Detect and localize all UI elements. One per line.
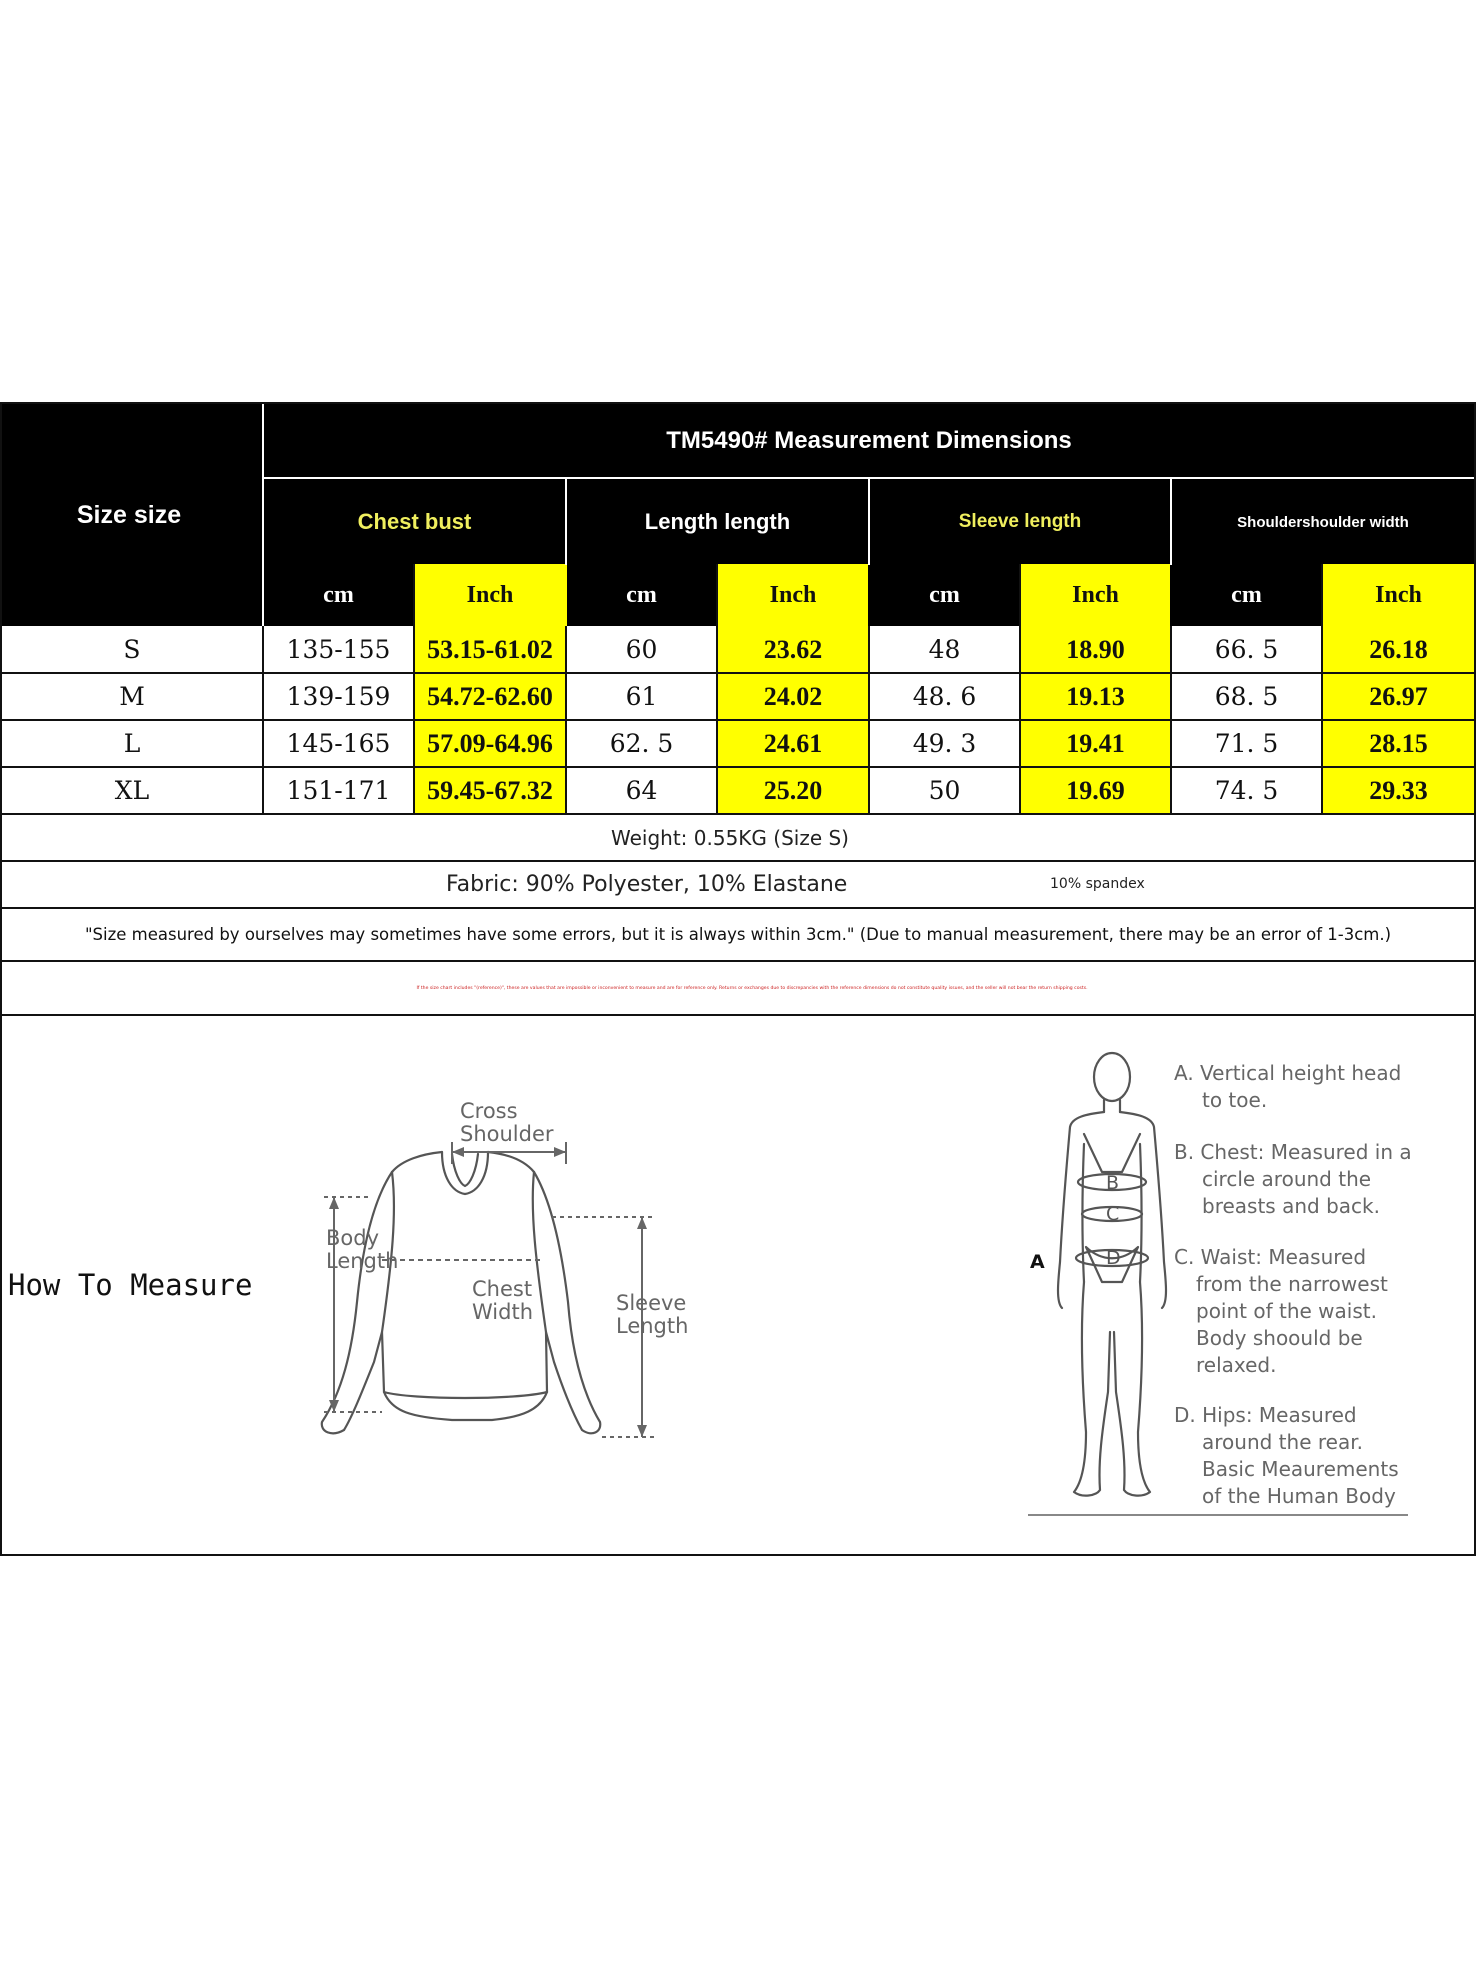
sleeve-length-label: Length — [616, 1314, 689, 1338]
table-title: TM5490# Measurement Dimensions — [666, 426, 1072, 454]
arrow-head — [452, 1147, 464, 1157]
data-cell: 24.61 — [763, 728, 823, 758]
legend-a — [1174, 1060, 1401, 1114]
data-cell: 49. 3 — [912, 729, 977, 758]
unit-inch: Inch — [466, 581, 514, 608]
size-cell: L — [123, 729, 141, 758]
group-header-sleeve: Sleeve length — [958, 511, 1082, 532]
fabric-note: Fabric: 90% Polyester, 10% Elastane — [446, 872, 848, 897]
data-cell: 139-159 — [286, 682, 391, 711]
weight-note: Weight: 0.55KG (Size S) — [611, 825, 849, 850]
data-cell: 26.18 — [1369, 634, 1428, 664]
data-cell: 68. 5 — [1214, 682, 1279, 711]
shirt-measure-diagram — [302, 1092, 722, 1452]
legend-line: from the narrowest — [1196, 1272, 1388, 1296]
row-divider — [2, 1014, 1474, 1016]
arrow-head — [637, 1217, 647, 1229]
shirt-neckline — [442, 1152, 488, 1194]
unit-inch: Inch — [769, 581, 817, 608]
label-a: A — [1030, 1251, 1045, 1273]
legend-line: to toe. — [1202, 1088, 1268, 1112]
data-cell: 26.97 — [1369, 681, 1428, 711]
legend-line: circle around the — [1202, 1167, 1372, 1191]
body-length-label: Length — [326, 1249, 399, 1273]
cross-shoulder-label: Cross — [460, 1099, 518, 1123]
legend-line: Basic Meaurements — [1202, 1457, 1399, 1481]
legend-line: breasts and back. — [1202, 1194, 1380, 1218]
group-header-shoulder: Shouldershoulder width — [1237, 513, 1409, 531]
data-cell: 48. 6 — [912, 682, 977, 711]
legend-line: A. Vertical height head — [1174, 1061, 1402, 1085]
body-length-label: Body — [326, 1226, 380, 1250]
data-cell: 18.90 — [1066, 634, 1125, 664]
sleeve-length-label: Sleeve — [616, 1291, 687, 1315]
data-cell: 60 — [625, 635, 658, 664]
chest-width-label: Width — [472, 1300, 534, 1324]
data-cell: 28.15 — [1369, 728, 1428, 758]
data-cell: 62. 5 — [609, 729, 674, 758]
size-cell: M — [119, 682, 145, 711]
shirt-sleeve-seam — [533, 1172, 546, 1332]
data-cell: 54.72-62.60 — [427, 681, 553, 711]
legend-line: Body shoould be — [1196, 1326, 1363, 1350]
unit-inch: Inch — [1375, 581, 1422, 608]
cross-shoulder-label: Shoulder — [460, 1122, 554, 1146]
legend-line: around the rear. — [1202, 1430, 1363, 1454]
size-cell: XL — [114, 776, 150, 805]
arrow-head — [554, 1147, 566, 1157]
data-cell: 19.69 — [1066, 775, 1125, 805]
data-cell: 59.45-67.32 — [427, 775, 553, 805]
size-header: Size size — [76, 500, 182, 529]
error-note: "Size measured by ourselves may sometimes have some errors, but it is always within 3cm." (Due to manual measurement, there may be an error of 1-3cm.) — [84, 925, 1392, 944]
shirt-hem — [384, 1392, 547, 1398]
data-cell: 151-171 — [286, 776, 391, 805]
data-cell: 145-165 — [286, 729, 391, 758]
shirt-outline — [322, 1152, 600, 1433]
label-b: B — [1106, 1172, 1120, 1194]
arrow-head — [329, 1197, 339, 1209]
body-diagram-underline — [1028, 1514, 1408, 1516]
data-cell: 50 — [928, 776, 961, 805]
size-cell: S — [123, 635, 141, 664]
label-c: C — [1106, 1203, 1120, 1225]
data-cell: 66. 5 — [1214, 635, 1279, 664]
data-cell: 57.09-64.96 — [427, 728, 553, 758]
unit-cm: cm — [323, 581, 354, 608]
shirt-neckline-inner — [452, 1154, 478, 1186]
data-cell: 25.20 — [763, 775, 823, 805]
legend-d — [1174, 1402, 1399, 1510]
data-cell: 135-155 — [286, 635, 391, 664]
legend-b — [1174, 1139, 1412, 1220]
data-cell: 53.15-61.02 — [427, 634, 553, 664]
data-cell: 29.33 — [1369, 775, 1428, 805]
legend-line: B. Chest: Measured in a — [1174, 1140, 1412, 1164]
unit-cm: cm — [1231, 581, 1262, 608]
spandex-note: 10% spandex — [1050, 876, 1145, 892]
data-cell: 23.62 — [763, 634, 823, 664]
how-to-measure-title: How To Measure — [8, 1268, 253, 1302]
unit-cm: cm — [929, 581, 960, 608]
legend-line: C. Waist: Measured — [1174, 1245, 1367, 1269]
legend-line: relaxed. — [1196, 1353, 1277, 1377]
unit-inch: Inch — [1072, 581, 1119, 608]
data-cell: 24.02 — [763, 681, 823, 711]
data-cell: 71. 5 — [1214, 729, 1279, 758]
arrow-head — [637, 1425, 647, 1437]
group-header-chest: Chest bust — [357, 509, 472, 534]
body-measure-diagram — [1022, 1032, 1192, 1522]
group-header-length: Length length — [644, 509, 791, 534]
disclaimer-note: If the size chart includes "(reference)", these are values that are impossible or inconvenient to measure and are for reference only. Returns or exchanges due to discrepancies with the reference dimensions do not constitute quality issues, and the seller will not bear the return shipping costs. — [416, 985, 1088, 991]
legend-line: D. Hips: Measured — [1174, 1403, 1357, 1427]
legend-line: of the Human Body — [1202, 1484, 1396, 1508]
legend-line: point of the waist. — [1196, 1299, 1377, 1323]
legend-c — [1174, 1244, 1388, 1379]
body-legs — [1074, 1282, 1150, 1496]
data-cell: 64 — [625, 776, 658, 805]
data-cell: 19.41 — [1066, 728, 1125, 758]
body-head — [1094, 1053, 1130, 1101]
data-cell: 19.13 — [1066, 681, 1125, 711]
data-cell: 48 — [928, 635, 961, 664]
data-cell: 61 — [625, 682, 658, 711]
unit-cm: cm — [626, 581, 657, 608]
label-d: D — [1106, 1247, 1121, 1269]
data-cell: 74. 5 — [1214, 776, 1279, 805]
chest-width-label: Chest — [472, 1277, 533, 1301]
size-chart — [0, 402, 1476, 1556]
